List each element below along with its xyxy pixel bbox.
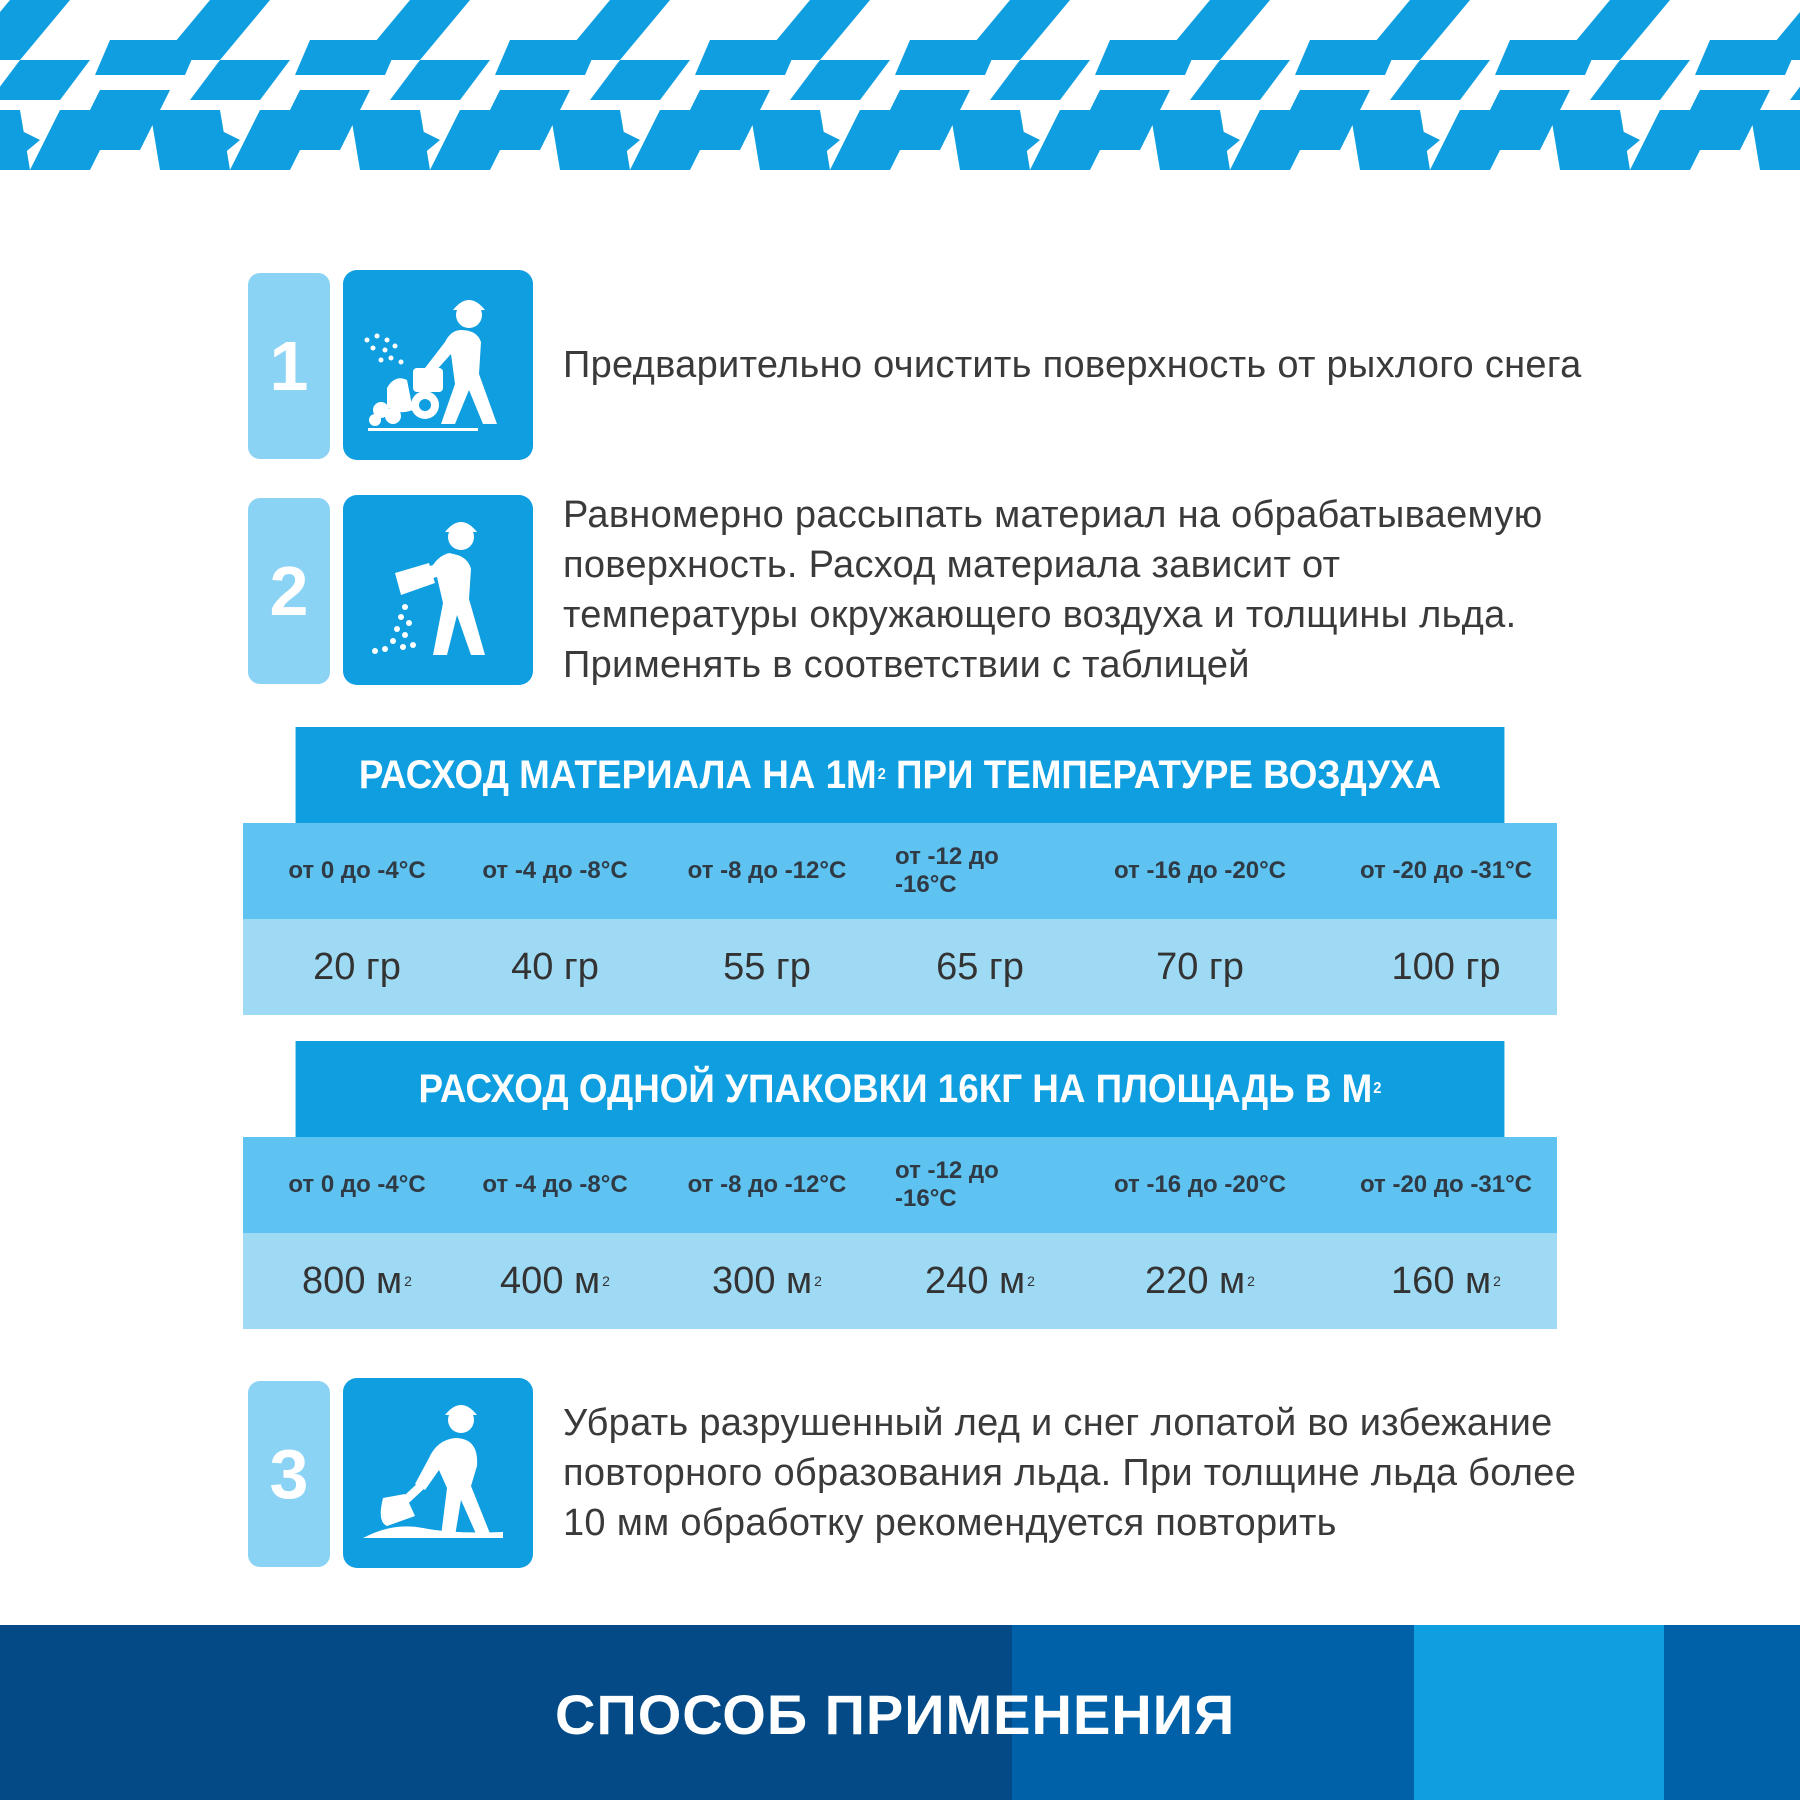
temperature-cell: от -4 до -8°С: [482, 857, 628, 884]
value-text: 240 м: [925, 1259, 1026, 1302]
consumption-per-m2-table: [243, 727, 1557, 1015]
value-row: [243, 1233, 1557, 1329]
step-number: 2: [248, 498, 330, 684]
value-row: [243, 919, 1557, 1015]
temperature-cell: от -16 до -20°С: [1113, 857, 1287, 884]
value-text: 800 м: [302, 1259, 403, 1302]
tread-pattern-graphic: [0, 0, 1800, 200]
footer-stripe: [1414, 1625, 1664, 1800]
value-cell: [243, 1233, 471, 1329]
value-cell: 70 гр: [1156, 945, 1244, 988]
table-title: [296, 1041, 1505, 1137]
unit-sup: 2: [404, 1273, 412, 1289]
value-cell: [895, 1233, 1065, 1329]
temperature-row: [243, 1137, 1557, 1233]
footer-stripe: [1664, 1625, 1800, 1800]
snowblower-worker-icon: [343, 270, 533, 460]
value-cell: 20 гр: [313, 945, 401, 988]
step-1: [248, 270, 1582, 460]
temperature-cell: от -20 до -31°С: [1359, 1171, 1533, 1198]
step-text: Равномерно рассыпать материал на обрабатываемую поверхность. Расход материала зависит от температуры окружающего воздуха и толщины льда. Применять в соответствии с таблицей: [563, 494, 1543, 686]
step-2: [248, 495, 1568, 685]
temperature-cell: от 0 до -4°С: [288, 857, 426, 884]
temperature-cell: от -8 до -12°С: [687, 857, 847, 884]
value-text: 160 м: [1391, 1259, 1492, 1302]
step-text: Убрать разрушенный лед и снег лопатой во избежание повторного образования льда. При толщине льда более 10 мм обработку рекомендуется повторить: [563, 1402, 1577, 1544]
footer-title: СПОСОБ ПРИМЕНЕНИЯ: [555, 1683, 1236, 1746]
unit-sup: 2: [1027, 1273, 1035, 1289]
temperature-cell: от -12 до -16°С: [895, 1157, 999, 1212]
unit-sup: 2: [602, 1273, 610, 1289]
value-text: 220 м: [1145, 1259, 1246, 1302]
value-cell: 100 гр: [1391, 945, 1501, 988]
temperature-row: [243, 823, 1557, 919]
shovel-worker-icon: [343, 1378, 533, 1568]
value-cell: [1335, 1233, 1557, 1329]
step-3: [248, 1378, 1577, 1568]
table-title-sup: 2: [1373, 1080, 1382, 1097]
footer-banner: [0, 1625, 1800, 1800]
temperature-cell: от 0 до -4°С: [288, 1171, 426, 1198]
table-title-text: РАСХОД ОДНОЙ УПАКОВКИ 16КГ НА ПЛОЩАДЬ В М: [418, 1066, 1373, 1111]
step-text: Предварительно очистить поверхность от рыхлого снега: [563, 344, 1582, 386]
temperature-cell: от -12 до -16°С: [895, 843, 999, 898]
step-number: 3: [248, 1381, 330, 1567]
table-title: [296, 727, 1505, 823]
value-text: 300 м: [712, 1259, 813, 1302]
table-title-rest: ПРИ ТЕМПЕРАТУРЕ ВОЗДУХА: [885, 752, 1442, 797]
temperature-cell: от -20 до -31°С: [1359, 857, 1533, 884]
step-number: 1: [248, 273, 330, 459]
value-cell: 40 гр: [511, 945, 599, 988]
value-cell: 55 гр: [723, 945, 811, 988]
package-coverage-table: [243, 1041, 1557, 1329]
tread-pattern-banner: [0, 0, 1800, 200]
temperature-cell: от -4 до -8°С: [482, 1171, 628, 1198]
temperature-cell: от -8 до -12°С: [687, 1171, 847, 1198]
value-text: 400 м: [500, 1259, 601, 1302]
value-cell: [1065, 1233, 1335, 1329]
spreading-worker-icon: [343, 495, 533, 685]
unit-sup: 2: [1493, 1273, 1501, 1289]
table-title-sup: 2: [877, 766, 886, 783]
value-cell: [639, 1233, 895, 1329]
unit-sup: 2: [1247, 1273, 1255, 1289]
temperature-cell: от -16 до -20°С: [1113, 1171, 1287, 1198]
unit-sup: 2: [814, 1273, 822, 1289]
table-title-text: РАСХОД МАТЕРИАЛА НА 1М: [358, 752, 877, 797]
value-cell: 65 гр: [936, 945, 1024, 988]
value-cell: [471, 1233, 639, 1329]
